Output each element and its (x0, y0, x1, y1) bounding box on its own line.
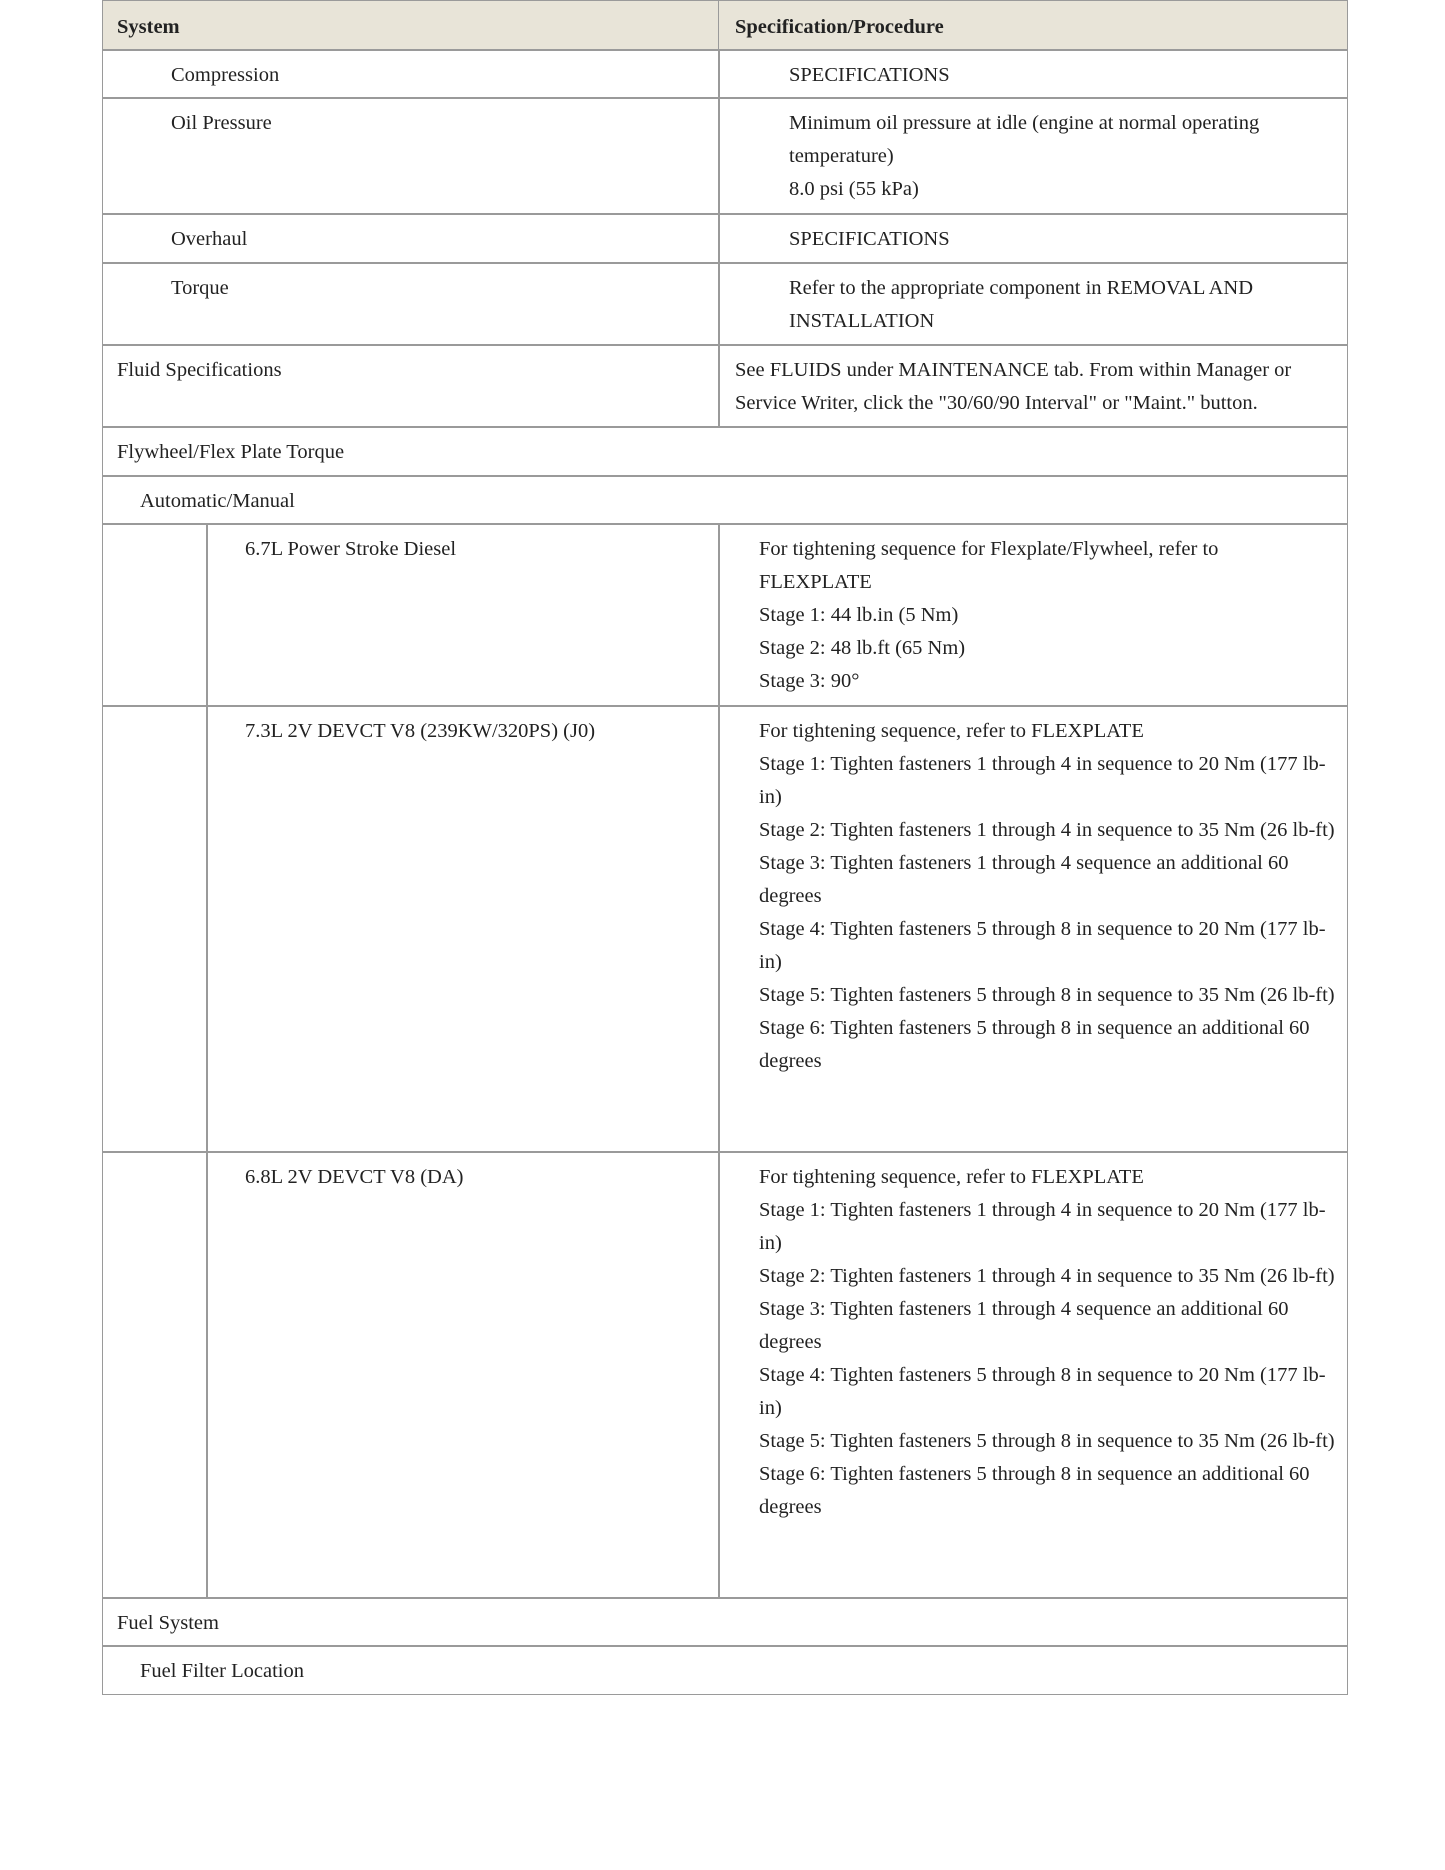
v8-68-spec-line: Stage 1: Tighten fasteners 1 through 4 in sequence to 20 Nm (177 lb-in) (759, 1199, 1326, 1254)
v8-68-spec-cell (718, 1151, 1348, 1599)
header-spec-cell (718, 0, 1348, 51)
diesel-67-spec-line: Stage 3: 90° (759, 670, 860, 692)
v8-68-system-cell (206, 1151, 720, 1599)
torque-spec-cell (718, 262, 1348, 346)
header-spec: Specification/Procedure (735, 16, 944, 38)
fluid-label: Fluid Specifications (117, 359, 282, 381)
auto-manual-section-cell (102, 475, 1348, 525)
spec-table (102, 0, 1348, 1690)
v8-73-spec-cell (718, 705, 1348, 1153)
torque-system-cell (102, 262, 720, 346)
v8-68-spec-line: Stage 3: Tighten fasteners 1 through 4 sequence an additional 60 degrees (759, 1298, 1289, 1353)
fuel-system-label: Fuel System (117, 1612, 219, 1634)
compression-system-cell (102, 49, 720, 99)
v8-73-system-cell (206, 705, 720, 1153)
header-system-cell (102, 0, 720, 51)
oil-pressure-system-cell (102, 97, 720, 215)
fluid-spec-cell (718, 344, 1348, 428)
header-system: System (117, 16, 180, 38)
fluid-spec: See FLUIDS under MAINTENANCE tab. From within Manager or Service Writer, click the "30/60/90 Interval" or "Maint." button. (735, 359, 1292, 414)
diesel-67-spec-line: Stage 1: 44 lb.in (5 Nm) (759, 604, 959, 626)
flywheel-label: Flywheel/Flex Plate Torque (117, 441, 345, 463)
diesel-67-spec-cell (718, 523, 1348, 707)
v8-73-spec-line: For tightening sequence, refer to FLEXPLATE (759, 720, 1144, 742)
v8-73-spec-line: Stage 3: Tighten fasteners 1 through 4 sequence an additional 60 degrees (759, 852, 1289, 907)
compression-spec: SPECIFICATIONS (789, 64, 950, 86)
v8-73-spec-line: Stage 6: Tighten fasteners 5 through 8 in sequence an additional 60 degrees (759, 1017, 1310, 1072)
flywheel-section-cell (102, 426, 1348, 477)
oil-pressure-label: Oil Pressure (171, 112, 272, 134)
diesel-67-blank-cell (102, 523, 208, 707)
compression-label: Compression (171, 64, 280, 86)
v8-73-label: 7.3L 2V DEVCT V8 (239KW/320PS) (J0) (245, 720, 596, 742)
v8-68-label: 6.8L 2V DEVCT V8 (DA) (245, 1166, 464, 1188)
overhaul-label: Overhaul (171, 228, 248, 250)
diesel-67-spec-line: For tightening sequence for Flexplate/Flywheel, refer to FLEXPLATE (759, 538, 1219, 593)
v8-68-blank-cell (102, 1151, 208, 1599)
fuel-filter-section-cell (102, 1645, 1348, 1695)
diesel-67-label: 6.7L Power Stroke Diesel (245, 538, 457, 560)
torque-label: Torque (171, 277, 229, 299)
v8-68-spec-line: Stage 2: Tighten fasteners 1 through 4 in sequence to 35 Nm (26 lb-ft) (759, 1265, 1335, 1287)
overhaul-spec-cell (718, 213, 1348, 264)
v8-73-spec-line: Stage 1: Tighten fasteners 1 through 4 in sequence to 20 Nm (177 lb-in) (759, 753, 1326, 808)
fluid-system-cell (102, 344, 720, 428)
oil-pressure-spec-line: 8.0 psi (55 kPa) (789, 178, 919, 200)
fuel-system-section-cell (102, 1597, 1348, 1647)
torque-spec: Refer to the appropriate component in REMOVAL AND INSTALLATION (789, 277, 1254, 332)
compression-spec-cell (718, 49, 1348, 99)
v8-68-spec-line: Stage 4: Tighten fasteners 5 through 8 in sequence to 20 Nm (177 lb-in) (759, 1364, 1326, 1419)
v8-73-spec-line: Stage 2: Tighten fasteners 1 through 4 in sequence to 35 Nm (26 lb-ft) (759, 819, 1335, 841)
v8-73-spec-line: Stage 5: Tighten fasteners 5 through 8 in sequence to 35 Nm (26 lb-ft) (759, 984, 1335, 1006)
overhaul-spec: SPECIFICATIONS (789, 228, 950, 250)
oil-pressure-spec-line: Minimum oil pressure at idle (engine at normal operating temperature) (789, 112, 1260, 167)
v8-68-spec-line: For tightening sequence, refer to FLEXPLATE (759, 1166, 1144, 1188)
v8-73-spec-line: Stage 4: Tighten fasteners 5 through 8 in sequence to 20 Nm (177 lb-in) (759, 918, 1326, 973)
diesel-67-system-cell (206, 523, 720, 707)
v8-68-spec-line: Stage 5: Tighten fasteners 5 through 8 in sequence to 35 Nm (26 lb-ft) (759, 1430, 1335, 1452)
fuel-filter-label: Fuel Filter Location (140, 1660, 304, 1682)
auto-manual-label: Automatic/Manual (140, 490, 295, 512)
oil-pressure-spec-cell (718, 97, 1348, 215)
overhaul-system-cell (102, 213, 720, 264)
v8-73-blank-cell (102, 705, 208, 1153)
diesel-67-spec-line: Stage 2: 48 lb.ft (65 Nm) (759, 637, 966, 659)
v8-68-spec-line: Stage 6: Tighten fasteners 5 through 8 in sequence an additional 60 degrees (759, 1463, 1310, 1518)
